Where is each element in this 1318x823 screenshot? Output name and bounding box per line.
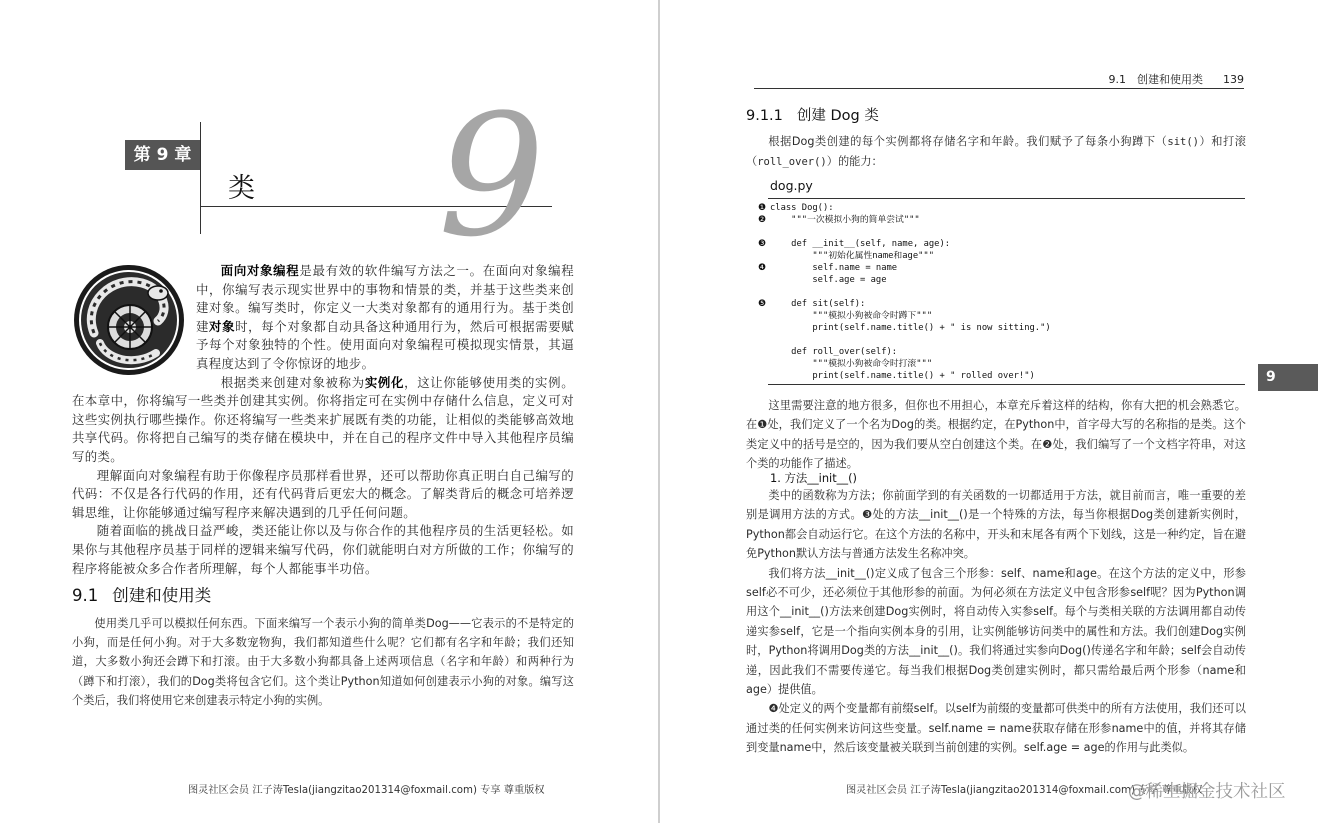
code-text: print(self.name.title() + " rolled over!") — [770, 371, 1035, 381]
intro-paragraph — [72, 467, 574, 523]
code-text: class Dog(): — [770, 203, 834, 213]
code-line — [758, 214, 1238, 226]
code-line — [758, 274, 1238, 286]
key-term: 实例化 — [364, 374, 405, 390]
section-body — [72, 614, 574, 710]
chapter-title: 类 — [228, 173, 255, 204]
code-text: self.name = name — [770, 263, 898, 273]
chapter-label: 第 9 章 — [125, 140, 200, 170]
code-marker: ❺ — [758, 299, 767, 309]
code-text: def sit(self): — [770, 299, 866, 309]
code-text: def __init__(self, name, age): — [770, 239, 951, 249]
code-line — [758, 322, 1238, 334]
code-line — [758, 346, 1238, 358]
intro-paragraph — [72, 522, 574, 578]
intro-text: 时，每个对象都自动具备这种通用行为，然后可根据需要赋予每个对象独特的个性。使用面向对象编程可模拟现实情景，其逼真程度达到了令你惊讶的地步。 — [196, 318, 574, 371]
watermark: @稀土掘金技术社区 — [1128, 782, 1286, 802]
emblem-spacer — [72, 262, 196, 390]
paragraph-params: 我们将方法__init__()定义成了包含三个形参：self、name和age。在这个方法的定义中，形参self必不可少，还必须位于其他形参的前面。为何必须在方法定义中包含形参self呢？因为Python调用这个__init__()方法来创建Dog实例时，将自动传入实参self。每个与类相关联的方法调用都自动传递实参self，它是一个指向实例本身的引用，让实例能够访问类中的属性和方法。我们创建Dog实例时，Python将调用Dog类的方法__init__()。我们将通过实参向Dog()传递名字和年龄；self会自动传递，因此我们不需要传递它。每当我们根据Dog类创建实例时，都只需给最后两个形参（name和age）提供值。 — [746, 566, 1246, 697]
code-text: """一次模拟小狗的简单尝试""" — [770, 215, 920, 225]
key-term: 对象 — [209, 318, 236, 334]
code-line — [758, 226, 1238, 238]
code-top-rule — [768, 198, 1245, 199]
code-marker: ❹ — [758, 263, 767, 273]
section-title: 创建和使用类 — [112, 586, 212, 605]
intro-text: 是最有效的软件编写方法之一。在面向对象编程中，你编写表示现实世界中的事物和情景的类，并基于这些类来创建对象。编写类时，你定义一大类对象都有的通用行为。基于类创建 — [196, 263, 574, 334]
intro-text: 根据类来创建对象被称为 — [220, 374, 365, 390]
code-line — [758, 334, 1238, 346]
code-text: def roll_over(self): — [770, 347, 898, 357]
code-text: """模拟小狗被命令时打滚""" — [770, 359, 933, 369]
subheading-init-method: 1. 方法__init__() — [770, 471, 857, 485]
code-listing — [758, 202, 1238, 382]
inline-code: sit() — [1167, 136, 1199, 148]
lead-paragraph-block — [746, 132, 1246, 173]
lead-text: 根据Dog类创建的每个实例都将存储名字和年龄。我们赋予了每条小狗蹲下（ — [768, 135, 1168, 148]
code-marker: ❷ — [758, 215, 767, 225]
intro-text: ，这让你能够使用类的实例。在本章中，你将编写一些类并创建其实例。你将指定可在实例中存储什么信息，定义可对这些实例执行哪些操作。你还将编写一些类来扩展既有类的功能，让相似的类能够高效地共享代码。你将把自己编写的类存储在模块中，并在自己的程序文件中导入其他程序员编写的类。 — [72, 374, 574, 464]
code-line — [758, 202, 1238, 214]
intro-text: 随着面临的挑战日益严峻，类还能让你以及与你合作的其他程序员的生活更轻松。如果你与其他程序员基于同样的逻辑来编写代码，你们就能明白对方所做的工作；你编写的程序将能被众多合作者所理解，每个人都能事半功倍。 — [72, 523, 574, 576]
code-line — [758, 238, 1238, 250]
left-page — [0, 0, 658, 823]
running-head-section: 9.1 创建和使用类 — [1108, 73, 1203, 86]
code-line — [758, 250, 1238, 262]
section-number: 9.1 — [72, 586, 99, 605]
subsection-heading-9-1-1 — [746, 104, 879, 125]
paragraph-attrs: ❹处定义的两个变量都有前缀self。以self为前缀的变量都可供类中的所有方法使用，我们还可以通过类的任何实例来访问这些变量。self.name = name获取存储在形参name中的值，并将其存储到变量name中，然后该变量被关联到当前创建的实例。self.age = age的作用与此类似。 — [746, 702, 1246, 755]
code-line — [758, 358, 1238, 370]
section-heading-9-1 — [72, 582, 211, 606]
code-marker: ❸ — [758, 239, 767, 249]
chapter-side-tab: 9 — [1258, 364, 1318, 391]
lead-text: ）的能力： — [826, 155, 883, 169]
code-marker: ❶ — [758, 203, 767, 213]
key-term: 面向对象编程 — [220, 263, 300, 278]
code-line — [758, 298, 1238, 310]
right-page — [660, 0, 1318, 823]
lead-paragraph — [746, 132, 1246, 173]
intro-text: 理解面向对象编程有助于你像程序员那样看世界，还可以帮助你真正明白自己编写的代码：不仅是各行代码的作用，还有代码背后更宏大的概念。了解类背后的概念可培养逻辑思维，让你能够通过编写程序来解决遇到的几乎任何问题。 — [72, 467, 574, 520]
right-footer: 图灵社区会员 江子涛Tesla(jiangzitao201314@foxmail.com) 专享 尊重版权 — [846, 785, 1203, 796]
explanation-block — [746, 396, 1246, 474]
chapter-divider-vertical — [200, 122, 201, 234]
code-text: print(self.name.title() + " is now sitting.") — [770, 323, 1051, 333]
chapter-number-graphic: 9 — [438, 78, 545, 274]
inline-code: roll_over() — [757, 156, 827, 169]
code-line — [758, 370, 1238, 382]
lead-text: ）和打滚（ — [746, 135, 1246, 169]
chapter-intro — [72, 262, 574, 578]
code-line — [758, 310, 1238, 322]
left-footer: 图灵社区会员 江子涛Tesla(jiangzitao201314@foxmail.com) 专享 尊重版权 — [188, 785, 545, 796]
code-text: """模拟小狗被命令时蹲下""" — [770, 311, 933, 321]
code-bottom-rule — [768, 384, 1245, 385]
paragraph-methods: 类中的函数称为方法；你前面学到的有关函数的一切都适用于方法，就目前而言，唯一重要的差别是调用方法的方式。❸处的方法__init__()是一个特殊的方法，每当你根据Dog类创建新实例时，Python都会自动运行它。在这个方法的名称中，开头和末尾各有两个下划线，这是一种约定，旨在避免Python默认方法与普通方法发生名称冲突。 — [746, 489, 1246, 561]
section-paragraph: 使用类几乎可以模拟任何东西。下面来编写一个表示小狗的简单类Dog——它表示的不是特定的小狗，而是任何小狗。对于大多数宠物狗，我们都知道些什么呢？它们都有名字和年龄；我们还知道，大多数小狗还会蹲下和打滚。由于大多数小狗都具备上述两项信息（名字和年龄）和两种行为（蹲下和打滚），我们的Dog类将包含它们。这个类让Python知道如何创建表示小狗的对象。编写这个类后，我们将使用它来创建表示特定小狗的实例。 — [72, 617, 574, 707]
code-line — [758, 262, 1238, 274]
subsection-number: 9.1.1 — [746, 108, 783, 124]
paragraph-after-code: 这里需要注意的地方很多，但你也不用担心，本章充斥着这样的结构，你有大把的机会熟悉它。在❶处，我们定义了一个名为Dog的类。根据约定，在Python中，首字母大写的名称指的是类。这个类定义中的括号是空的，因为我们要从空白创建这个类。在❷处，我们编写了一个文档字符串，对这个类的功能作了描述。 — [746, 399, 1246, 471]
code-text: """初始化属性name和age""" — [770, 251, 935, 261]
code-filename: dog.py — [770, 178, 813, 193]
page-number: 139 — [1223, 73, 1244, 86]
methods-block — [746, 486, 1246, 758]
subsection-title: 创建 Dog 类 — [796, 108, 879, 124]
code-text: self.age = age — [770, 275, 887, 285]
running-head — [754, 71, 1244, 89]
code-line — [758, 286, 1238, 298]
